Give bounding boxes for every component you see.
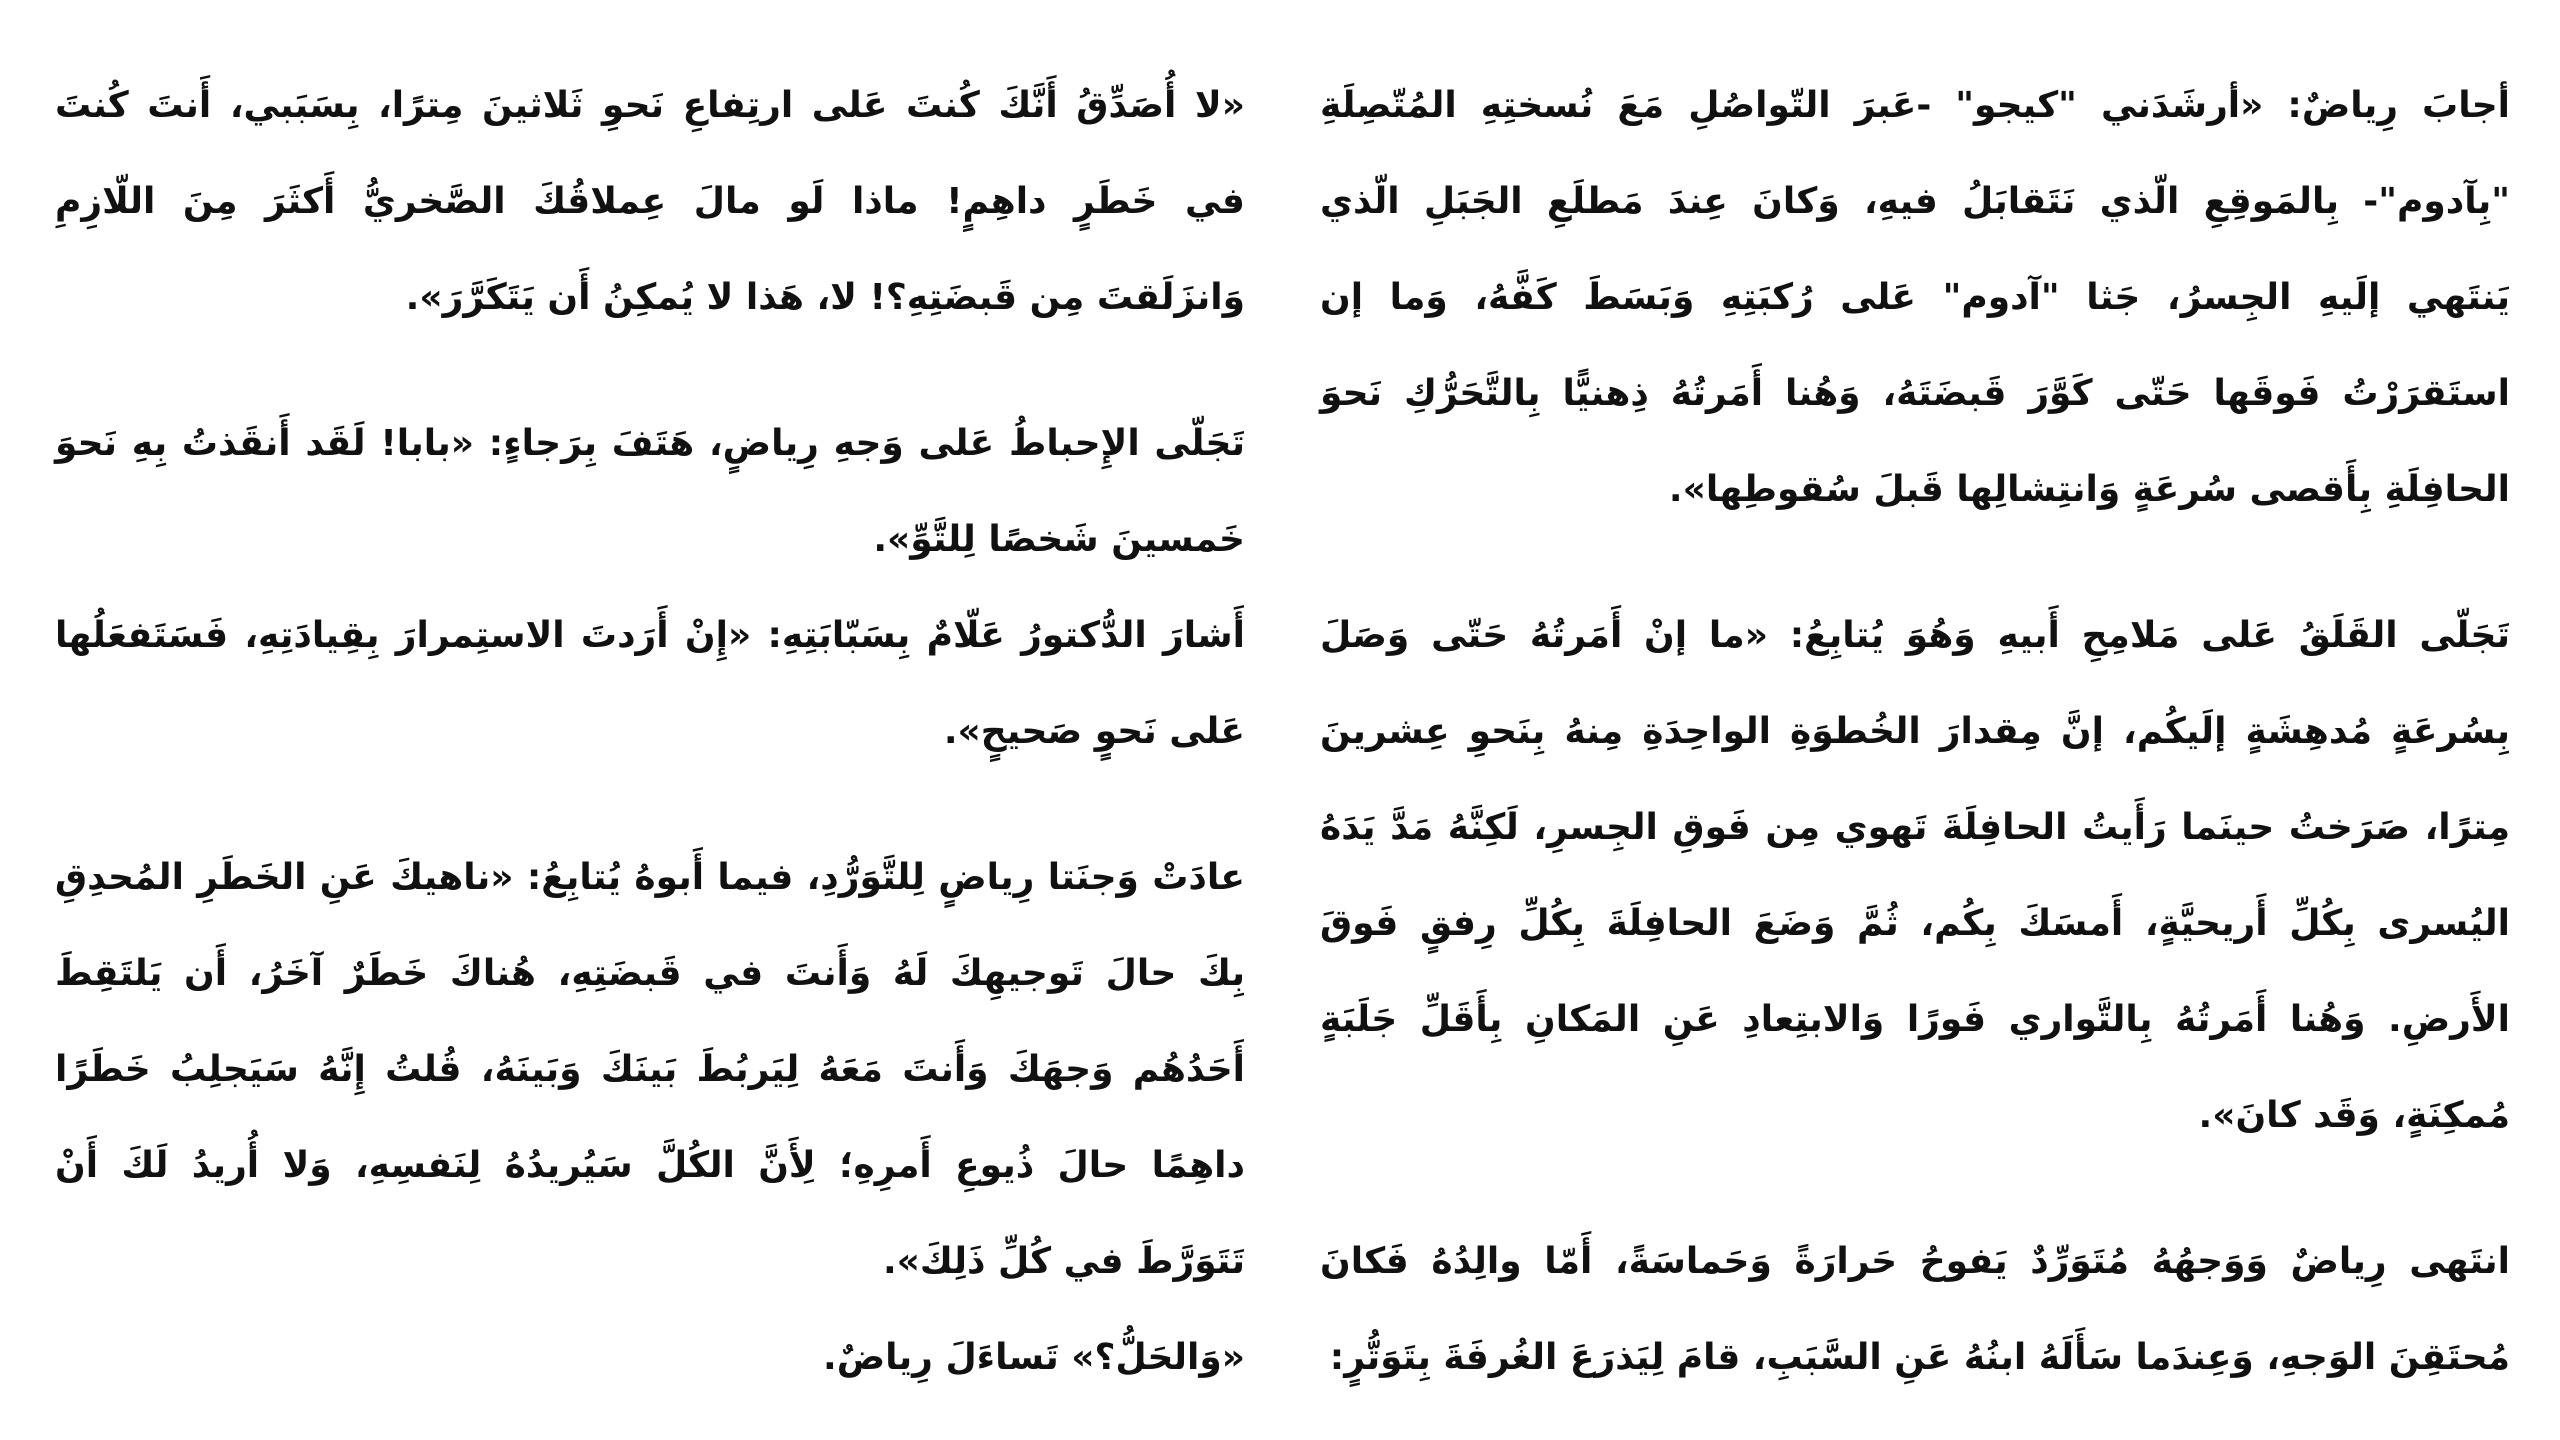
paragraph-doctor-allam: أَشارَ الدُّكتورُ عَلّامٌ بِسَبّابَتِهِ: «إِنْ أَرَدتَ الاستِمرارَ بِقِيادَتِهِ، فَسَتَفعَلُها عَلى نَحوٍ صَحيحٍ». — [55, 615, 1245, 752]
right-page-column — [1320, 58, 2510, 1406]
paragraph-father-disbelief: «لا أُصَدِّقُ أَنَّكَ كُنتَ عَلى ارتِفاعِ نَحوِ ثَلاثينَ مِترًا، بِسَبَبي، أَنتَ كُنتَ في خَطَرٍ داهِمٍ! ماذا لَو مالَ عِملاقُكَ الصَّخريُّ أَكثَرَ مِنَ اللّازِمِ وَانزَلَقتَ مِن قَبضَتِهِ؟! لا، هَذا لا يُمكِنُ أَن يَتَكَرَّرَ». — [55, 85, 1245, 318]
paragraph-father-danger: عادَتْ وَجنَتا رِياضٍ لِلتَّوَرُّدِ، فيما أَبوهُ يُتابِعُ: «ناهيكَ عَنِ الخَطَرِ المُحدِقِ بِكَ حالَ تَوجيهِكَ لَهُ وَأَنتَ في قَبضَتِهِ، هُناكَ خَطَرٌ آخَرُ، أَن يَلتَقِطَ أَحَدُهُم وَجهَكَ وَأَنتَ مَعَهُ لِيَربُطَ بَينَكَ وَبَينَهُ، قُلتُ إِنَّهُ سَيَجلِبُ خَطَرًا داهِمًا حالَ ذُيوعِ أَمرِهِ؛ لِأَنَّ الكُلَّ سَيُريدُهُ لِنَفسِهِ، وَلا أُريدُ لَكَ أَنْ تَتَوَرَّطَ في كُلِّ ذَلِكَ». — [55, 857, 1245, 1282]
paragraph-riyad-finished: انتَهى رِياضٌ وَوَجهُهُ مُتَوَرِّدٌ يَفوحُ حَرارَةً وَحَماسَةً، أَمّا والِدُهُ فَكانَ مُحتَقِنَ الوَجهِ، وَعِندَما سَأَلَهُ ابنُهُ عَنِ السَّبَبِ، قامَ لِيَذرَعَ الغُرفَةَ بِتَوَتُّرٍ: — [1320, 1241, 2510, 1378]
paragraph-riyad-answer: أجابَ رِياضٌ: «أرشَدَني "كيجو" -عَبرَ التّواصُلِ مَعَ نُسختِهِ المُتّصِلَةِ "بِآدوم"- بِالمَوقِعِ الّذي نَتَقابَلُ فيهِ، وَكانَ عِندَ مَطلَعِ الجَبَلِ الّذي يَنتَهي إلَيهِ الجِسرُ، جَثا "آدوم" عَلى رُكبَتِهِ وَبَسَطَ كَفَّهُ، وَما إن استَقرَرْتُ فَوقَها حَتّى كَوَّرَ قَبضَتَهُ، وَهُنا أَمَرتُهُ ذِهنيًّا بِالتَّحَرُّكِ نَحوَ الحافِلَةِ بِأَقصى سُرعَةٍ وَانتِشالِها قَبلَ سُقوطِها». — [1320, 85, 2510, 510]
paragraph-father-worry: تَجَلّى القَلَقُ عَلى مَلامِحِ أَبيهِ وَهُوَ يُتابِعُ: «ما إنْ أَمَرتُهُ حَتّى وَصَلَ بِسُرعَةٍ مُدهِشَةٍ إلَيكُم، إنَّ مِقدارَ الخُطوَةِ الواحِدَةِ مِنهُ بِنَحوِ عِشرينَ مِترًا، صَرَختُ حينَما رَأَيتُ الحافِلَةَ تَهوي مِن فَوقِ الجِسرِ، لَكِنَّهُ مَدَّ يَدَهُ اليُسرى بِكُلِّ أَريحيَّةٍ، أَمسَكَ بِكُم، ثُمَّ وَضَعَ الحافِلَةَ بِكُلِّ رِفقٍ فَوقَ الأَرضِ. وَهُنا أَمَرتُهُ بِالتَّواري فَورًا وَالابتِعادِ عَنِ المَكانِ بِأَقَلِّ جَلَبَةٍ مُمكِنَةٍ، وَقَد كانَ». — [1320, 615, 2510, 1136]
paragraph-riyad-frustration: تَجَلّى الإِحباطُ عَلى وَجهِ رِياضٍ، هَتَفَ بِرَجاءٍ: «بابا! لَقَد أَنقَذتُ بِهِ نَحوَ خَمسينَ شَخصًا لِلتَّوِّ». — [55, 423, 1245, 560]
paragraph-riyad-question: «وَالحَلُّ؟» تَساءَلَ رِياضٌ. — [823, 1337, 1245, 1378]
left-page-column — [55, 58, 1245, 1406]
